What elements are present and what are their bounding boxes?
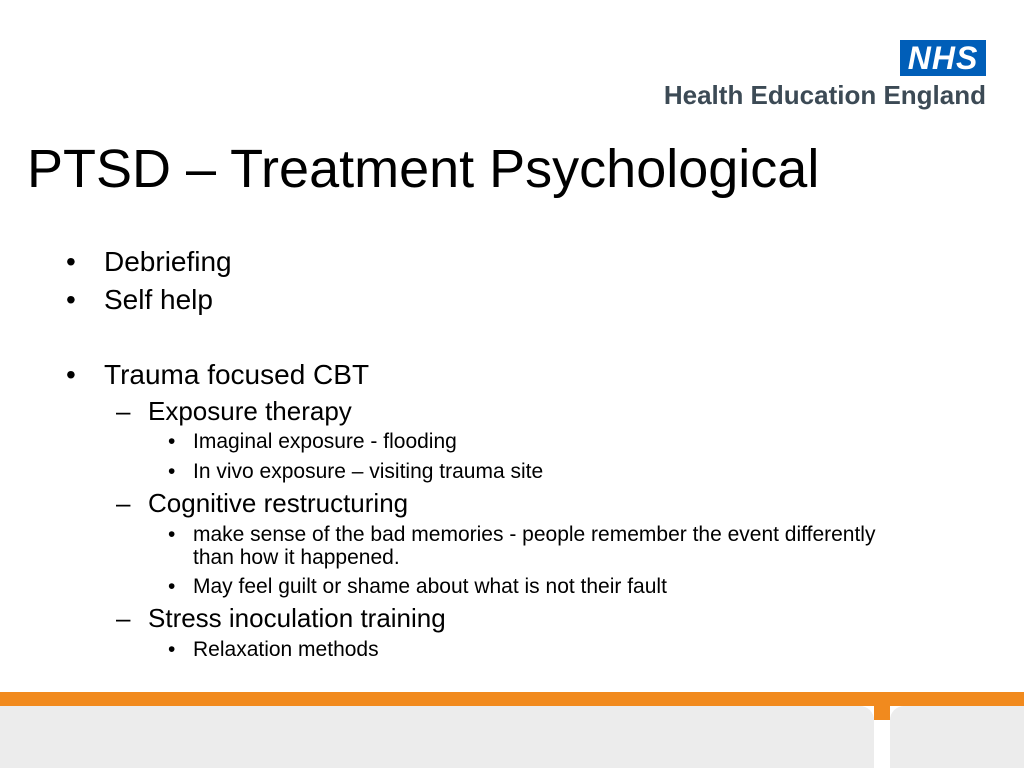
sub-sub-bullet-marker: •: [168, 575, 176, 598]
sub-sub-bullet-marker: •: [168, 638, 176, 661]
sub-sub-bullet-text: Relaxation methods: [193, 638, 379, 661]
bullet-marker: •: [66, 284, 76, 315]
bullet-marker: •: [66, 359, 76, 390]
sub-sub-bullet-text: than how it happened.: [193, 546, 400, 569]
bullet-text: Self help: [104, 284, 213, 315]
slide-title: PTSD – Treatment Psychological: [27, 139, 820, 199]
sub-bullet-text: Cognitive restructuring: [148, 488, 409, 518]
sub-sub-bullet-text: Imaginal exposure - flooding: [193, 430, 457, 453]
sub-bullet-text: Stress inoculation training: [148, 603, 446, 633]
sub-sub-bullet-text: In vivo exposure – visiting trauma site: [193, 460, 544, 483]
nhs-hee-logo: [636, 40, 986, 110]
footer-accent-notch: [874, 706, 890, 720]
sub-sub-bullet-marker: •: [168, 523, 176, 546]
nhs-logo-mark: NHS: [900, 40, 986, 76]
sub-bullet-text: Exposure therapy: [148, 396, 352, 426]
sub-sub-bullet-marker: •: [168, 460, 176, 483]
bullet-marker: •: [66, 246, 76, 277]
bullet-text: Trauma focused CBT: [104, 359, 370, 390]
sub-sub-bullet-text: May feel guilt or shame about what is not their fault: [193, 575, 667, 598]
bullet-text: Debriefing: [104, 246, 232, 277]
footer-panel-left: [0, 706, 874, 768]
footer-panel-right: [890, 706, 1024, 768]
sub-bullet-marker: –: [116, 396, 131, 426]
sub-sub-bullet-text: make sense of the bad memories - people remember the event differently: [193, 523, 876, 546]
footer-accent-bar: [0, 692, 1024, 706]
sub-bullet-marker: –: [116, 488, 131, 518]
organization-name: Health Education England: [663, 80, 986, 110]
sub-sub-bullet-marker: •: [168, 430, 176, 453]
sub-bullet-marker: –: [116, 603, 131, 633]
